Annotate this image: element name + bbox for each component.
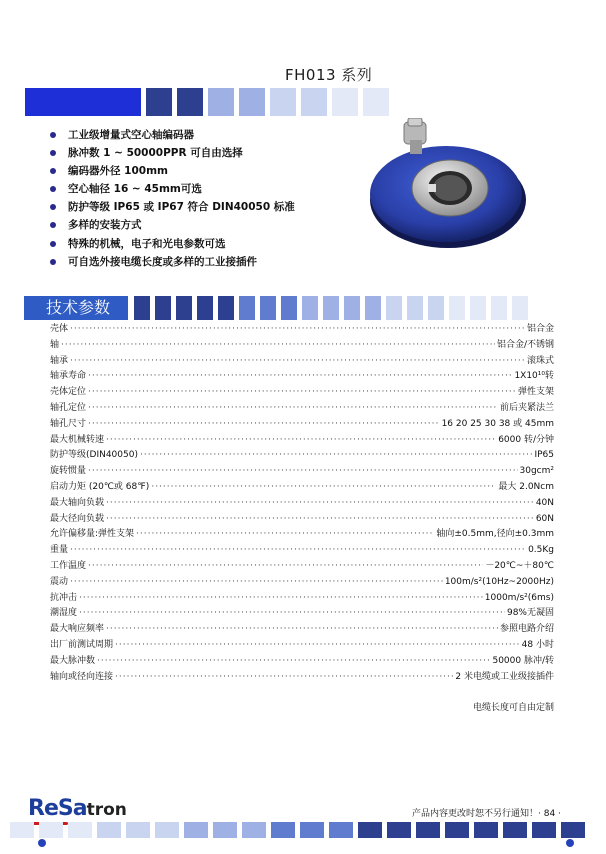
- bullet-icon: [50, 222, 56, 228]
- spec-label: 工作温度: [50, 560, 87, 571]
- spec-value: 铝合金/不锈钢: [496, 339, 554, 350]
- band-block: [386, 296, 402, 320]
- leader-dots: [115, 670, 453, 686]
- leader-dots: [88, 559, 483, 575]
- section-color-band: [134, 296, 533, 320]
- spec-value: 50000 脉冲/转: [492, 655, 554, 666]
- spec-row: [50, 527, 554, 543]
- band-block: [239, 88, 265, 116]
- spec-value: 铝合金: [526, 324, 554, 334]
- spec-row: [50, 575, 554, 591]
- spec-value: 最大 2.0Ncm: [498, 481, 554, 492]
- band-block: [344, 296, 360, 320]
- leader-dots: [79, 591, 483, 607]
- band-block: [416, 822, 440, 838]
- band-block: [155, 822, 179, 838]
- spec-value: －20℃~＋80℃: [485, 560, 554, 571]
- bullet-icon: [50, 241, 56, 247]
- logo-re: Re: [28, 796, 58, 821]
- band-block: [332, 88, 358, 116]
- page-title: FH013 系列: [285, 66, 373, 84]
- band-block: [39, 822, 63, 838]
- spec-label: 轴承: [50, 355, 69, 366]
- spec-value: 2 米电缆或工业级接插件: [455, 671, 554, 682]
- leader-dots: [88, 369, 512, 385]
- header-color-band: [25, 88, 394, 116]
- leader-dots: [88, 385, 516, 401]
- band-block: [239, 296, 255, 320]
- spec-row: [50, 591, 554, 607]
- leader-dots: [151, 480, 496, 496]
- feature-item: 可自选外接电缆长度或多样的工业接插件: [50, 253, 380, 271]
- spec-value: 前后夹紧法兰: [499, 402, 554, 413]
- leader-dots: [88, 401, 498, 417]
- feature-item: 空心轴径 16 ~ 45mm可选: [50, 180, 380, 198]
- spec-value: 6000 转/分钟: [498, 434, 554, 445]
- spec-value: 1000m/s²(6ms): [484, 592, 554, 603]
- spec-label: 出厂前测试周期: [50, 639, 114, 650]
- spec-value: IP65: [534, 450, 554, 461]
- band-block: [329, 822, 353, 838]
- spec-extra-note: 电缆长度可自由定制: [472, 703, 554, 713]
- bullet-icon: [50, 259, 56, 265]
- spec-label: 旋转惯量: [50, 466, 87, 477]
- spec-row: [50, 622, 554, 638]
- leader-dots: [88, 417, 440, 433]
- footer-color-band: [10, 822, 590, 838]
- feature-item: 防护等级 IP65 或 IP67 符合 DIN40050 标准: [50, 198, 380, 216]
- spec-row: [50, 654, 554, 670]
- band-block: [491, 296, 507, 320]
- band-block: [25, 88, 141, 116]
- band-block: [302, 296, 318, 320]
- spec-label: 最大机械转速: [50, 434, 105, 445]
- band-block: [134, 296, 150, 320]
- band-block: [271, 822, 295, 838]
- band-block: [445, 822, 469, 838]
- band-block: [126, 822, 150, 838]
- footer-circle-icon: [38, 839, 46, 847]
- spec-row: [50, 385, 554, 401]
- band-block: [301, 88, 327, 116]
- leader-dots: [70, 575, 443, 591]
- bullet-icon: [50, 204, 56, 210]
- band-block: [300, 822, 324, 838]
- band-block: [155, 296, 171, 320]
- band-block: [407, 296, 423, 320]
- spec-value: 60N: [535, 513, 554, 524]
- spec-row: [50, 670, 554, 686]
- band-block: [176, 296, 192, 320]
- spec-label: 轴向或径向连接: [50, 671, 114, 682]
- feature-item: 编码器外径 100mm: [50, 162, 380, 180]
- band-block: [146, 88, 172, 116]
- bullet-icon: [50, 132, 56, 138]
- band-block: [387, 822, 411, 838]
- spec-value: 30gcm²: [519, 466, 554, 477]
- spec-value: 16 20 25 30 38 或 45mm: [441, 418, 554, 429]
- spec-row: [50, 354, 554, 370]
- leader-dots: [70, 322, 525, 338]
- spec-label: 最大脉冲数: [50, 655, 96, 666]
- spec-label: 最大响应频率: [50, 624, 105, 635]
- leader-dots: [106, 512, 534, 528]
- spec-value: 48 小时: [521, 639, 554, 650]
- band-block: [365, 296, 381, 320]
- leader-dots: [115, 638, 520, 654]
- spec-label: 允许偏移量:弹性支架: [50, 529, 135, 540]
- spec-label: 轴承寿命: [50, 371, 87, 382]
- leader-dots: [140, 448, 532, 464]
- spec-label: 防护等级(DIN40050): [50, 450, 138, 461]
- spec-label: 轴孔尺寸: [50, 418, 87, 429]
- spec-label: 壳体: [50, 324, 69, 334]
- page-number: · 84 ·: [538, 809, 561, 819]
- company-logo: [28, 796, 127, 821]
- band-block: [10, 822, 34, 838]
- spec-label: 最大径向负载: [50, 513, 105, 524]
- spec-row: [50, 448, 554, 464]
- band-block: [449, 296, 465, 320]
- spec-row: [50, 369, 554, 385]
- spec-value: 1X10¹⁰转: [514, 371, 554, 382]
- band-block: [428, 296, 444, 320]
- band-block: [97, 822, 121, 838]
- footer-notice: 产品内容更改时恕不另行通知！· 84 ·: [412, 809, 561, 819]
- band-block: [474, 822, 498, 838]
- spec-label: 壳体定位: [50, 387, 87, 398]
- band-block: [270, 88, 296, 116]
- bullet-icon: [50, 150, 56, 156]
- bullet-icon: [50, 168, 56, 174]
- band-block: [363, 88, 389, 116]
- spec-value: 参照电路介绍: [499, 624, 554, 635]
- band-block: [242, 822, 266, 838]
- feature-item: 脉冲数 1 ~ 50000PPR 可自由选择: [50, 144, 380, 162]
- section-title: 技术参数: [24, 296, 128, 320]
- spec-value: 轴向±0.5mm,径向±0.3mm: [436, 529, 554, 540]
- spec-label: 震动: [50, 576, 69, 587]
- spec-row: [50, 401, 554, 417]
- leader-dots: [61, 338, 495, 354]
- leader-dots: [106, 622, 498, 638]
- spec-value: 滚珠式: [526, 355, 554, 366]
- feature-item: 特殊的机械，电子和光电参数可选: [50, 235, 380, 253]
- feature-list: [50, 126, 380, 271]
- spec-row: [50, 433, 554, 449]
- band-block: [532, 822, 556, 838]
- leader-dots: [70, 354, 525, 370]
- spec-label: 最大轴向负载: [50, 497, 105, 508]
- band-block: [281, 296, 297, 320]
- leader-dots: [106, 433, 496, 449]
- leader-dots: [88, 464, 517, 480]
- spec-table: [50, 322, 554, 685]
- spec-row: [50, 322, 554, 338]
- logo-sa: Sa: [57, 796, 87, 821]
- feature-item: 多样的安装方式: [50, 216, 380, 234]
- leader-dots: [106, 496, 534, 512]
- spec-label: 抗冲击: [50, 592, 78, 603]
- spec-value: 98%无凝固: [506, 608, 554, 619]
- spec-row: [50, 338, 554, 354]
- encoder-product-image: [368, 118, 528, 248]
- band-block: [218, 296, 234, 320]
- spec-row: [50, 512, 554, 528]
- spec-row: [50, 464, 554, 480]
- spec-row: [50, 543, 554, 559]
- spec-row: [50, 417, 554, 433]
- leader-dots: [70, 543, 526, 559]
- band-block: [470, 296, 486, 320]
- band-block: [177, 88, 203, 116]
- band-block: [213, 822, 237, 838]
- band-block: [208, 88, 234, 116]
- spec-label: 潮湿度: [50, 608, 78, 619]
- band-block: [260, 296, 276, 320]
- leader-dots: [79, 606, 505, 622]
- spec-row: [50, 559, 554, 575]
- spec-value: 弹性支架: [517, 387, 554, 398]
- spec-label: 启动力矩 (20℃或 68℉): [50, 481, 150, 492]
- band-block: [358, 822, 382, 838]
- spec-row: [50, 480, 554, 496]
- spec-label: 轴: [50, 339, 60, 350]
- bullet-icon: [50, 186, 56, 192]
- band-block: [503, 822, 527, 838]
- band-block: [68, 822, 92, 838]
- spec-value: 0.5Kg: [528, 545, 554, 556]
- spec-row: [50, 606, 554, 622]
- leader-dots: [97, 654, 490, 670]
- spec-row: [50, 638, 554, 654]
- band-block: [323, 296, 339, 320]
- spec-label: 重量: [50, 545, 69, 556]
- logo-tron: tron: [86, 800, 127, 820]
- spec-value: 40N: [535, 497, 554, 508]
- band-block: [512, 296, 528, 320]
- footer-circle-icon: [566, 839, 574, 847]
- band-block: [197, 296, 213, 320]
- band-block: [184, 822, 208, 838]
- spec-label: 轴孔定位: [50, 402, 87, 413]
- feature-item: 工业级增量式空心轴编码器: [50, 126, 380, 144]
- band-block: [561, 822, 585, 838]
- leader-dots: [136, 527, 434, 543]
- spec-row: [50, 496, 554, 512]
- spec-value: 100m/s²(10Hz~2000Hz): [444, 576, 554, 587]
